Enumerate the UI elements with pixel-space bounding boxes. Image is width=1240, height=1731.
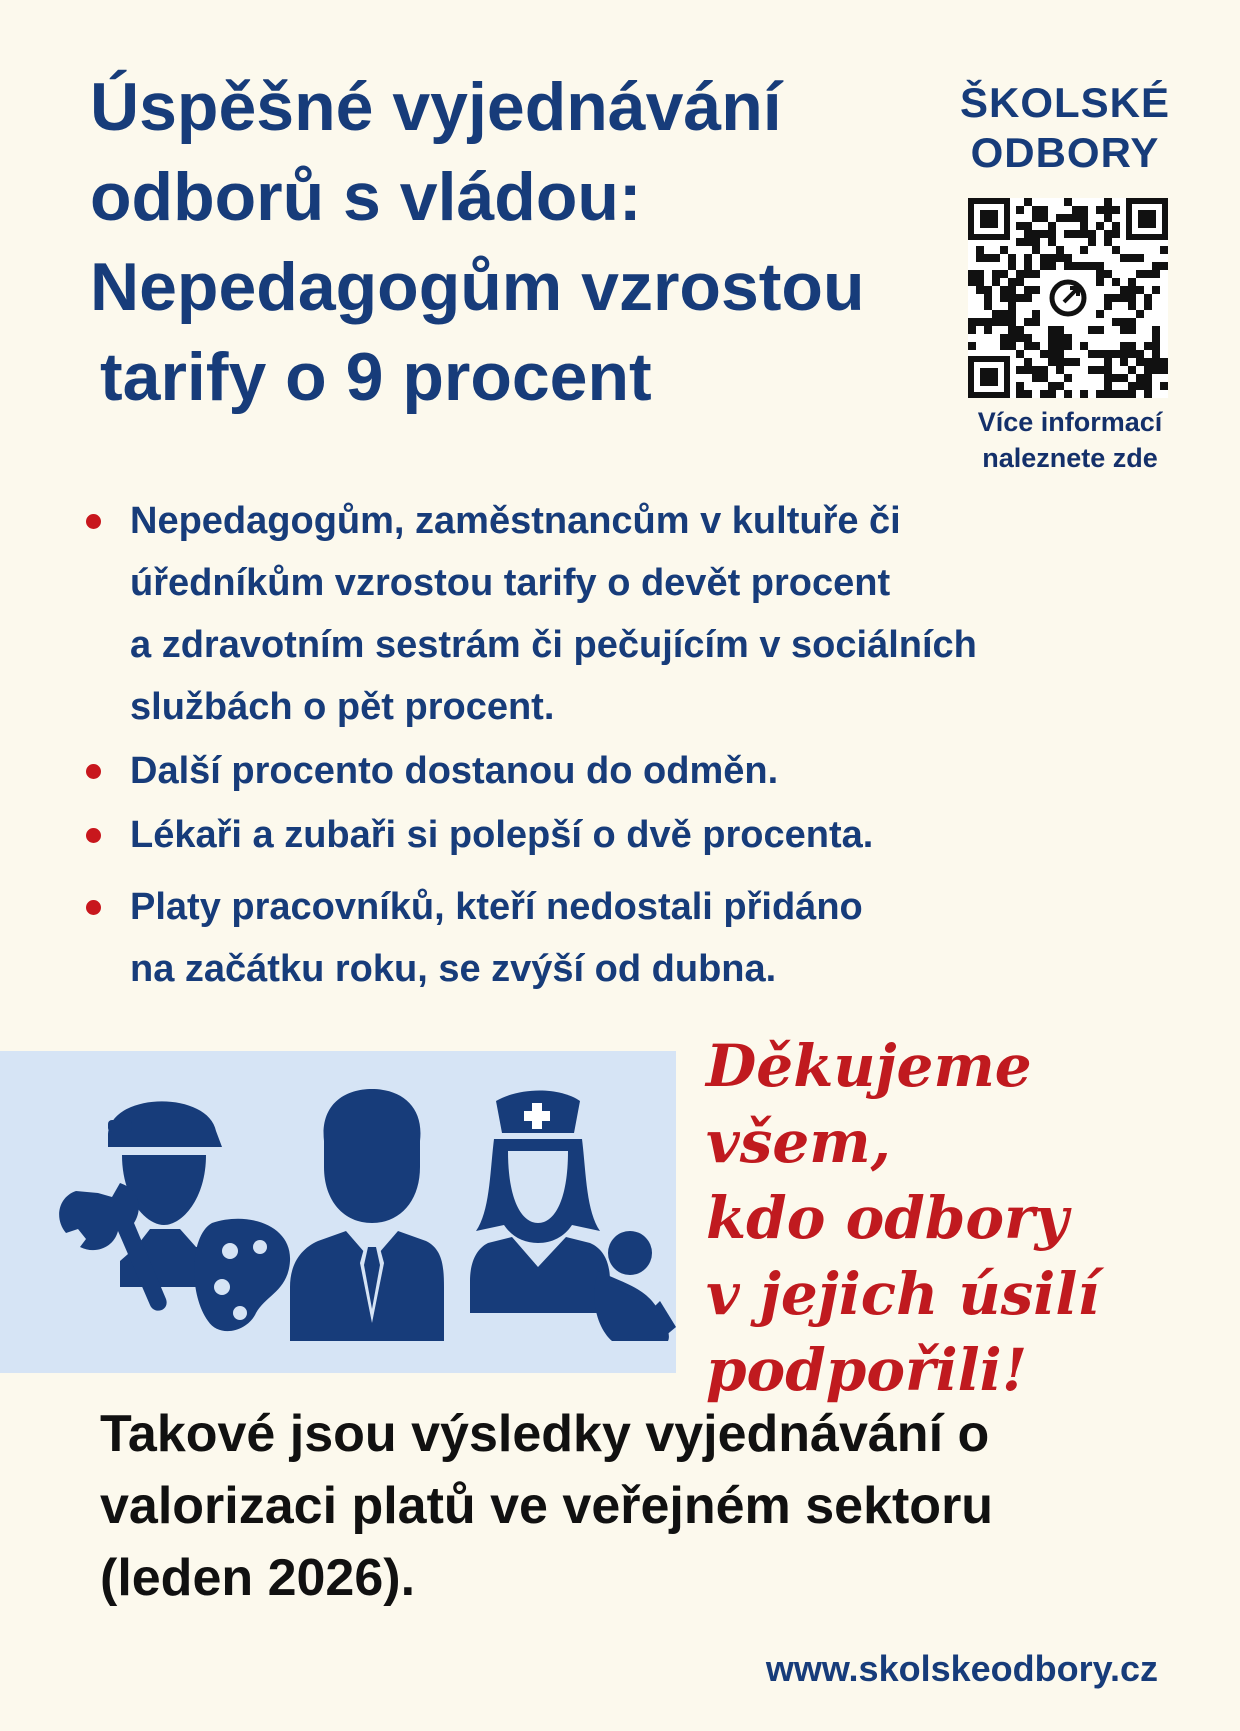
qr-module — [1160, 358, 1168, 366]
qr-module — [1096, 262, 1104, 270]
qr-module — [1032, 230, 1040, 238]
qr-module — [1136, 254, 1144, 262]
brand-logo — [935, 78, 1195, 178]
qr-module — [1008, 286, 1016, 294]
workers-illustration — [0, 1051, 676, 1373]
qr-module — [1016, 278, 1024, 286]
qr-module — [1160, 382, 1168, 390]
title-line-1: Úspěšné vyjednávání — [90, 69, 782, 145]
qr-module — [976, 318, 984, 326]
qr-module — [1032, 318, 1040, 326]
qr-module — [1016, 350, 1024, 358]
qr-module — [1120, 286, 1128, 294]
qr-module — [1056, 254, 1064, 262]
qr-module — [1104, 198, 1112, 206]
qr-module — [1048, 358, 1056, 366]
qr-module — [1096, 222, 1104, 230]
qr-module — [1040, 350, 1048, 358]
qr-module — [1000, 318, 1008, 326]
qr-module — [1120, 254, 1128, 262]
qr-module — [1016, 334, 1024, 342]
qr-module — [1000, 342, 1008, 350]
bullet-item — [78, 490, 1078, 738]
qr-module — [1080, 246, 1088, 254]
qr-module — [1024, 270, 1032, 278]
qr-module — [1008, 326, 1016, 334]
qr-module — [1128, 294, 1136, 302]
qr-module — [968, 342, 976, 350]
qr-module — [1112, 350, 1120, 358]
qr-module — [1024, 254, 1032, 262]
qr-module — [1144, 294, 1152, 302]
qr-module — [1144, 390, 1152, 398]
qr-module — [1056, 246, 1064, 254]
qr-module — [1008, 278, 1016, 286]
title-line-3: Nepedagogům vzrostou — [90, 249, 865, 325]
qr-module — [1120, 294, 1128, 302]
qr-module — [1072, 262, 1080, 270]
qr-module — [1064, 374, 1072, 382]
qr-module — [1144, 342, 1152, 350]
qr-module — [1048, 382, 1056, 390]
bullet-list — [78, 490, 1078, 1000]
qr-module — [992, 310, 1000, 318]
qr-center-logo — [1046, 276, 1090, 320]
bullet-line: Lékaři a zubaři si polepší o dvě procenta. — [130, 814, 874, 856]
qr-module — [1048, 238, 1056, 246]
qr-module — [1032, 374, 1040, 382]
qr-module — [1112, 318, 1120, 326]
qr-module — [1112, 390, 1120, 398]
qr-module — [1008, 302, 1016, 310]
qr-module — [1032, 310, 1040, 318]
qr-module — [984, 254, 992, 262]
qr-module — [1136, 382, 1144, 390]
qr-module — [1128, 342, 1136, 350]
qr-module — [1048, 342, 1056, 350]
qr-module — [976, 246, 984, 254]
qr-module — [1056, 326, 1064, 334]
qr-module — [1064, 254, 1072, 262]
qr-module — [1008, 262, 1016, 270]
qr-module — [1016, 206, 1024, 214]
qr-module — [1024, 334, 1032, 342]
qr-module — [1040, 254, 1048, 262]
qr-module — [1096, 350, 1104, 358]
qr-module — [1024, 262, 1032, 270]
qr-module — [1080, 230, 1088, 238]
bullet-line: Platy pracovníků, kteří nedostali přidáno — [130, 886, 863, 928]
qr-module — [992, 318, 1000, 326]
qr-module — [1120, 342, 1128, 350]
qr-module — [1072, 206, 1080, 214]
qr-module — [1040, 374, 1048, 382]
qr-module — [992, 278, 1000, 286]
qr-module — [1024, 366, 1032, 374]
qr-module — [1024, 294, 1032, 302]
qr-module — [968, 326, 976, 334]
qr-module — [1128, 254, 1136, 262]
summary-text — [100, 1398, 1140, 1614]
bullet-line: úředníkům vzrostou tarify o devět procent — [130, 562, 891, 604]
qr-module — [1120, 390, 1128, 398]
title-line-2: odborů s vládou: — [90, 159, 642, 235]
qr-module — [1136, 310, 1144, 318]
qr-module — [1096, 390, 1104, 398]
qr-module — [1088, 238, 1096, 246]
qr-module — [1160, 246, 1168, 254]
qr-module — [1008, 310, 1016, 318]
qr-module — [984, 318, 992, 326]
qr-module — [976, 270, 984, 278]
thanks-line-2: kdo odbory — [706, 1184, 1069, 1252]
qr-module — [1032, 206, 1040, 214]
palette-icon — [194, 1219, 290, 1331]
qr-module — [1008, 334, 1016, 342]
qr-module — [1048, 230, 1056, 238]
website-link[interactable]: www.skolskeodbory.cz — [765, 1648, 1158, 1689]
qr-module — [1088, 262, 1096, 270]
page-title — [90, 62, 910, 422]
qr-module — [1104, 238, 1112, 246]
qr-module — [1024, 358, 1032, 366]
qr-module — [1016, 326, 1024, 334]
bullet-line: službách o pět procent. — [130, 686, 555, 728]
qr-module — [1056, 214, 1064, 222]
qr-module — [1080, 206, 1088, 214]
qr-module — [1152, 358, 1160, 366]
qr-module — [1032, 270, 1040, 278]
qr-module — [1000, 286, 1008, 294]
qr-module — [1104, 358, 1112, 366]
qr-module — [1088, 230, 1096, 238]
qr-module — [1056, 358, 1064, 366]
qr-module — [1016, 366, 1024, 374]
qr-module — [984, 294, 992, 302]
qr-module — [1144, 382, 1152, 390]
qr-module — [1088, 326, 1096, 334]
qr-module — [1088, 350, 1096, 358]
qr-module — [1160, 366, 1168, 374]
qr-module — [1104, 382, 1112, 390]
bullet-line: na začátku roku, se zvýší od dubna. — [130, 948, 777, 990]
qr-module — [1016, 238, 1024, 246]
qr-module — [1096, 278, 1104, 286]
qr-module — [1104, 214, 1112, 222]
brand-line-1: ŠKOLSKÉ — [959, 79, 1171, 126]
nurse-icon — [470, 1091, 610, 1314]
bullet-line: Další procento dostanou do odměn. — [130, 750, 779, 792]
qr-module — [1080, 222, 1088, 230]
qr-module — [1040, 366, 1048, 374]
qr-module — [1104, 302, 1112, 310]
child-icon — [594, 1231, 676, 1341]
qr-module — [968, 270, 976, 278]
qr-module — [1064, 390, 1072, 398]
qr-module — [1128, 326, 1136, 334]
qr-module — [1104, 374, 1112, 382]
bullet-dot-icon — [86, 828, 101, 843]
qr-module — [1024, 230, 1032, 238]
qr-module — [1120, 350, 1128, 358]
qr-caption-line-2: naleznete zde — [982, 443, 1158, 473]
qr-module — [1080, 342, 1088, 350]
qr-module — [1024, 198, 1032, 206]
bullet-line: a zdravotním sestrám či pečujícím v sociálních — [130, 624, 977, 666]
qr-module — [1152, 270, 1160, 278]
qr-module — [1120, 326, 1128, 334]
bullet-item — [78, 804, 1078, 866]
qr-caption-line-1: Více informací — [977, 407, 1163, 437]
qr-module — [1024, 342, 1032, 350]
qr-module — [1040, 214, 1048, 222]
qr-module — [1048, 350, 1056, 358]
qr-module — [1040, 206, 1048, 214]
qr-module — [1096, 310, 1104, 318]
qr-module — [1016, 390, 1024, 398]
qr-module — [984, 326, 992, 334]
qr-module — [1064, 358, 1072, 366]
qr-module — [1128, 382, 1136, 390]
qr-module — [1104, 270, 1112, 278]
qr-module — [1104, 206, 1112, 214]
bullet-item — [78, 740, 1078, 802]
qr-module — [1008, 318, 1016, 326]
qr-module — [1104, 390, 1112, 398]
qr-module — [1144, 374, 1152, 382]
qr-module — [992, 270, 1000, 278]
qr-module — [1112, 294, 1120, 302]
qr-module — [1096, 206, 1104, 214]
bullet-dot-icon — [86, 514, 101, 529]
qr-module — [976, 286, 984, 294]
qr-module — [1056, 342, 1064, 350]
qr-module — [1032, 246, 1040, 254]
thanks-line-3: v jejich úsilí — [706, 1260, 1100, 1328]
official-in-suit-icon — [290, 1089, 444, 1341]
qr-module — [1056, 382, 1064, 390]
qr-module — [1112, 230, 1120, 238]
qr-module — [1048, 390, 1056, 398]
qr-module — [1144, 270, 1152, 278]
qr-module — [1016, 382, 1024, 390]
qr-module — [1064, 262, 1072, 270]
qr-module — [976, 278, 984, 286]
qr-module — [1152, 262, 1160, 270]
title-line-4: tarify o 9 procent — [100, 339, 652, 415]
qr-module — [1160, 262, 1168, 270]
qr-module — [1032, 342, 1040, 350]
qr-module — [1032, 286, 1040, 294]
qr-module — [984, 302, 992, 310]
qr-module — [1096, 270, 1104, 278]
qr-module — [1000, 270, 1008, 278]
qr-module — [1000, 334, 1008, 342]
qr-module — [1048, 326, 1056, 334]
qr-module — [1128, 302, 1136, 310]
brand-line-2: ODBORY — [970, 129, 1160, 176]
qr-module — [968, 318, 976, 326]
qr-module — [1000, 294, 1008, 302]
qr-module — [1064, 334, 1072, 342]
qr-module — [1056, 334, 1064, 342]
thanks-line-4: podpořili! — [706, 1336, 1028, 1404]
qr-module — [1024, 390, 1032, 398]
summary-line-3: (leden 2026). — [100, 1549, 416, 1607]
qr-module — [1152, 366, 1160, 374]
qr-module — [1048, 254, 1056, 262]
summary-line-1: Takové jsou výsledky vyjednávání o — [100, 1405, 990, 1463]
thanks-line-1: Děkujeme všem, — [706, 1032, 1032, 1176]
qr-module — [1128, 390, 1136, 398]
qr-module — [1152, 286, 1160, 294]
qr-module — [1008, 294, 1016, 302]
qr-module — [1056, 366, 1064, 374]
qr-module — [1104, 294, 1112, 302]
qr-module — [1152, 342, 1160, 350]
qr-module — [1016, 222, 1024, 230]
qr-module — [1144, 358, 1152, 366]
qr-module — [1096, 366, 1104, 374]
qr-module — [1064, 230, 1072, 238]
qr-module — [1008, 254, 1016, 262]
qr-module — [1064, 198, 1072, 206]
qr-caption — [935, 404, 1205, 476]
qr-module — [1128, 366, 1136, 374]
qr-module — [1112, 222, 1120, 230]
qr-module — [1136, 350, 1144, 358]
qr-module — [1104, 350, 1112, 358]
qr-module — [1064, 342, 1072, 350]
bullet-line: Nepedagogům, zaměstnancům v kultuře či — [130, 500, 901, 542]
qr-module — [1080, 262, 1088, 270]
qr-module — [1112, 374, 1120, 382]
qr-module — [1000, 246, 1008, 254]
qr-module — [1080, 390, 1088, 398]
qr-module — [1024, 238, 1032, 246]
qr-module — [1088, 366, 1096, 374]
qr-module — [1136, 286, 1144, 294]
qr-module — [1048, 262, 1056, 270]
qr-module — [1096, 326, 1104, 334]
qr-module — [1080, 214, 1088, 222]
qr-module — [1016, 270, 1024, 278]
qr-module — [1072, 230, 1080, 238]
bullet-dot-icon — [86, 764, 101, 779]
qr-module — [1040, 262, 1048, 270]
qr-module — [1152, 350, 1160, 358]
qr-module — [1024, 286, 1032, 294]
qr-module — [976, 254, 984, 262]
qr-module — [1144, 302, 1152, 310]
qr-module — [1128, 278, 1136, 286]
qr-module — [1120, 318, 1128, 326]
qr-module — [1120, 374, 1128, 382]
qr-module — [1048, 222, 1056, 230]
qr-module — [1136, 270, 1144, 278]
qr-module — [1024, 222, 1032, 230]
qr-code-icon[interactable] — [968, 198, 1168, 398]
qr-module — [1128, 318, 1136, 326]
qr-module — [1040, 230, 1048, 238]
qr-module — [1136, 374, 1144, 382]
qr-module — [1072, 358, 1080, 366]
qr-module — [1112, 278, 1120, 286]
qr-module — [992, 254, 1000, 262]
qr-module — [1152, 334, 1160, 342]
qr-module — [1056, 350, 1064, 358]
qr-module — [1032, 238, 1040, 246]
qr-module — [1144, 366, 1152, 374]
bullet-dot-icon — [86, 900, 101, 915]
qr-module — [1032, 214, 1040, 222]
qr-module — [1128, 350, 1136, 358]
summary-line-2: valorizaci platů ve veřejném sektoru — [100, 1477, 994, 1535]
thanks-message — [706, 1028, 1226, 1408]
qr-module — [1040, 390, 1048, 398]
qr-module — [1112, 246, 1120, 254]
qr-module — [1032, 366, 1040, 374]
qr-module — [968, 278, 976, 286]
qr-module — [984, 286, 992, 294]
qr-module — [1128, 286, 1136, 294]
qr-module — [1008, 342, 1016, 350]
qr-module — [1152, 326, 1160, 334]
qr-module — [1064, 214, 1072, 222]
qr-module — [1120, 358, 1128, 366]
qr-module — [1136, 358, 1144, 366]
qr-module — [1104, 230, 1112, 238]
qr-module — [1104, 366, 1112, 374]
qr-module — [1112, 206, 1120, 214]
qr-module — [1072, 214, 1080, 222]
qr-module — [1048, 334, 1056, 342]
qr-module — [1000, 310, 1008, 318]
qr-module — [1016, 294, 1024, 302]
qr-module — [1024, 318, 1032, 326]
bullet-item — [78, 876, 1078, 1000]
